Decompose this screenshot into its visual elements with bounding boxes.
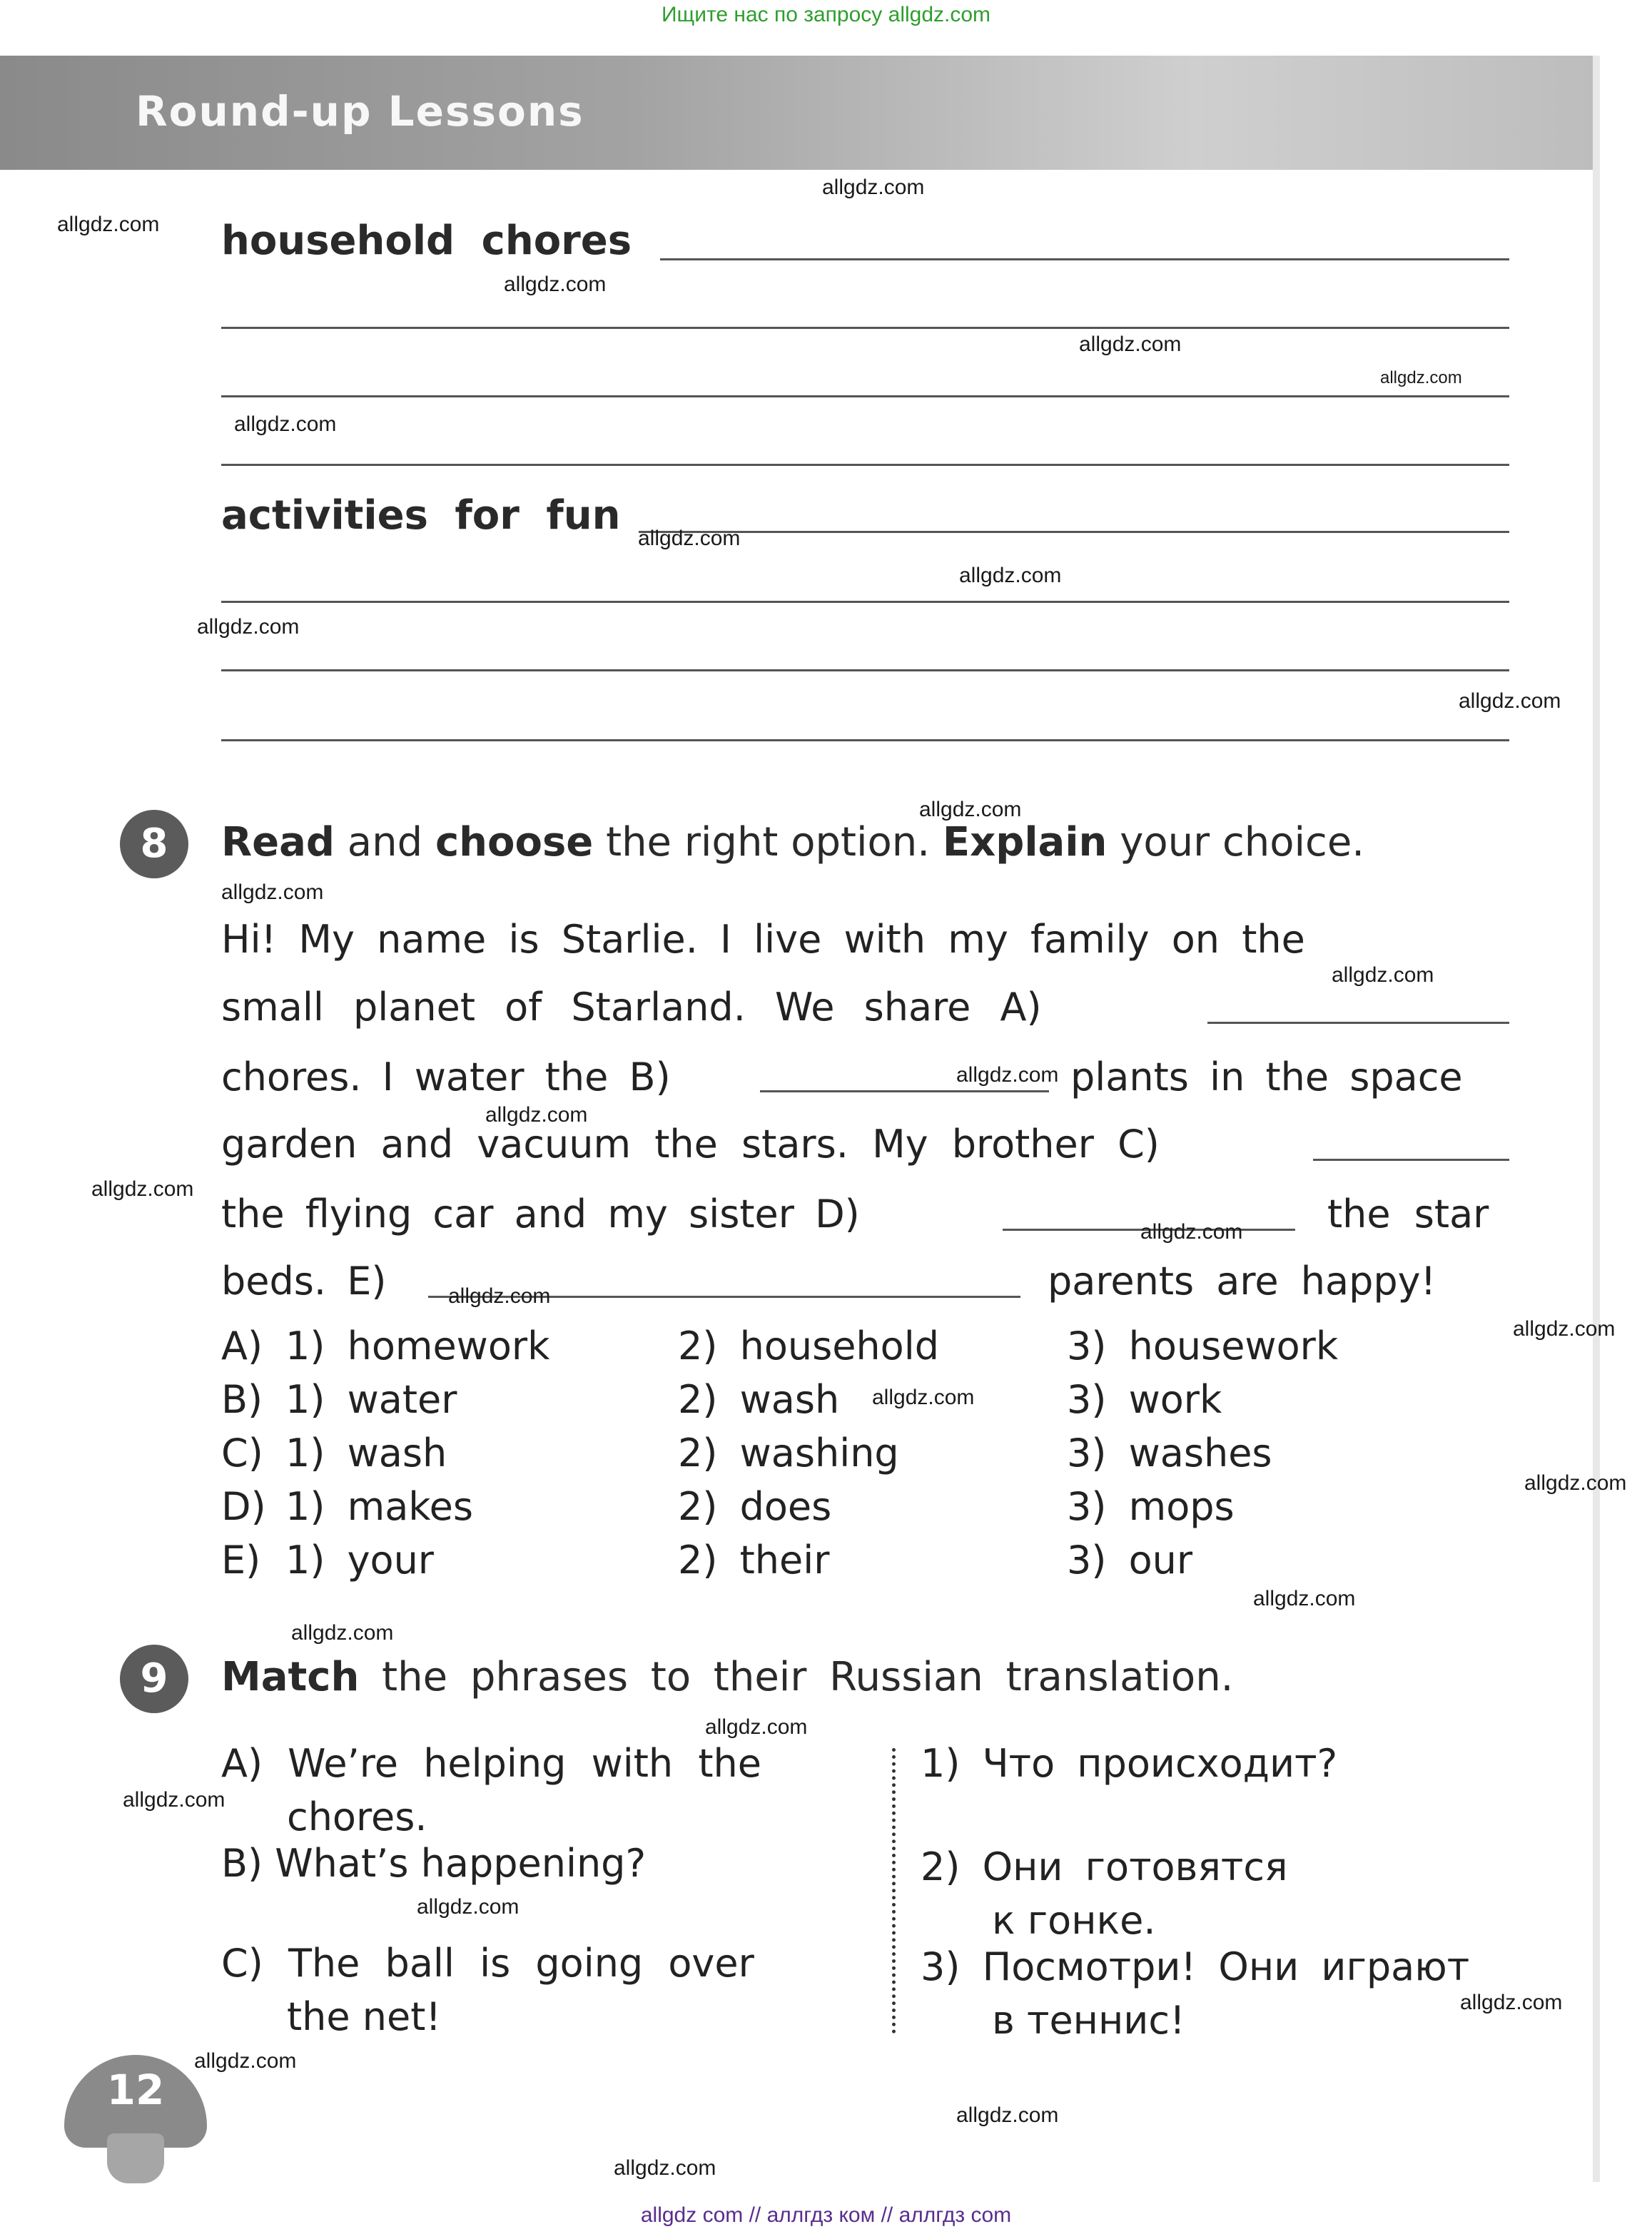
watermark: allgdz.com	[1524, 1471, 1627, 1495]
story-line: the flying car and my sister D)	[221, 1192, 860, 1237]
instruction-text: and	[347, 819, 423, 865]
instruction-verb: Read	[221, 819, 335, 865]
watermark: allgdz.com	[1513, 1317, 1616, 1341]
match-phrase-a: A) We’re helping with the	[221, 1741, 761, 1786]
answer-line[interactable]	[221, 327, 1509, 329]
page-edge	[1593, 56, 1600, 2182]
answer-line[interactable]	[221, 395, 1509, 397]
option-choice[interactable]: 3) work	[1067, 1377, 1222, 1422]
household-chores-label: household chores	[221, 218, 632, 264]
instruction-text: the right option.	[606, 819, 931, 865]
instruction-text: your choice.	[1120, 819, 1365, 865]
option-choice[interactable]: 1) your	[285, 1538, 435, 1583]
watermark: allgdz.com	[123, 1788, 225, 1812]
watermark: allgdz.com	[1253, 1587, 1356, 1610]
task-number-badge: 9	[120, 1645, 188, 1713]
answer-line[interactable]	[221, 739, 1509, 741]
watermark: allgdz.com	[959, 564, 1062, 587]
instruction-verb: Explain	[942, 819, 1108, 865]
story-line: parents are happy!	[1048, 1259, 1436, 1304]
answer-line[interactable]	[221, 601, 1509, 603]
option-choice[interactable]: 2) their	[678, 1538, 830, 1583]
answer-line[interactable]	[221, 464, 1509, 466]
footer-links: allgdz com // аллгдз ком // аллгдз com	[640, 2203, 1012, 2227]
option-choice[interactable]: 1) wash	[285, 1431, 447, 1476]
page-title: Round-up Lessons	[136, 87, 584, 136]
watermark: allgdz.com	[1460, 1991, 1563, 2014]
instruction-verb: choose	[435, 819, 594, 865]
option-choice[interactable]: 2) household	[678, 1324, 939, 1369]
option-choice[interactable]: 1) makes	[285, 1484, 473, 1529]
answer-line[interactable]	[639, 531, 1509, 533]
option-letter: A)	[221, 1324, 263, 1369]
mushroom-stem	[107, 2133, 164, 2183]
option-choice[interactable]: 2) wash	[678, 1377, 840, 1422]
story-text: chores. I water the B)	[221, 1055, 671, 1100]
watermark: allgdz.com	[956, 2103, 1059, 2127]
watermark: allgdz.com	[197, 615, 300, 639]
option-choice[interactable]: 3) our	[1067, 1538, 1193, 1583]
story-line: beds. E)	[221, 1259, 387, 1304]
option-choice[interactable]: 3) mops	[1067, 1484, 1235, 1529]
watermark: allgdz.com	[91, 1177, 194, 1201]
watermark: allgdz.com	[705, 1715, 808, 1739]
answer-line[interactable]	[221, 669, 1509, 671]
option-choice[interactable]: 3) washes	[1067, 1431, 1272, 1476]
translation-1: 1) Что происходит?	[921, 1741, 1338, 1786]
watermark: allgdz.com	[956, 1063, 1059, 1087]
watermark: allgdz.com	[919, 798, 1022, 821]
match-phrase-b: B) What’s happening?	[221, 1841, 647, 1886]
translation-2: 2) Они готовятся	[921, 1844, 1288, 1889]
translation-3: 3) Посмотри! Они играют	[921, 1944, 1470, 1989]
watermark: allgdz.com	[614, 2156, 716, 2180]
instruction-text: the phrases to their Russian translation.	[382, 1654, 1234, 1700]
match-phrase-c: C) The ball is going over	[221, 1941, 754, 1986]
watermark: allgdz.com	[417, 1895, 520, 1919]
match-phrase-a-cont: chores.	[287, 1794, 427, 1839]
search-hint-banner: Ищите нас по запросу allgdz.com	[661, 3, 991, 26]
task-number-badge: 8	[120, 810, 188, 878]
option-choice[interactable]: 1) homework	[285, 1324, 550, 1369]
blank-c[interactable]	[1313, 1159, 1509, 1161]
watermark: allgdz.com	[57, 213, 160, 236]
option-choice[interactable]: 2) does	[678, 1484, 832, 1529]
story-line: the star	[1327, 1192, 1489, 1237]
story-line: Hi! My name is Starlie. I live with my family on the	[221, 917, 1305, 962]
watermark: allgdz.com	[872, 1386, 975, 1409]
instruction-verb: Match	[221, 1654, 360, 1700]
divider	[892, 1748, 896, 2034]
blank-b[interactable]	[760, 1090, 1049, 1092]
watermark: allgdz.com	[1079, 332, 1182, 356]
watermark: allgdz.com	[1380, 368, 1462, 387]
page-number: 12	[106, 2066, 165, 2114]
blank-a[interactable]	[1207, 1022, 1509, 1024]
watermark: allgdz.com	[638, 527, 741, 550]
watermark: allgdz.com	[504, 273, 607, 296]
story-line: garden and vacuum the stars. My brother C)	[221, 1122, 1160, 1167]
option-choice[interactable]: 1) water	[285, 1377, 457, 1422]
watermark: allgdz.com	[291, 1621, 394, 1645]
option-letter: E)	[221, 1538, 261, 1583]
translation-2-cont: к гонке.	[992, 1898, 1156, 1943]
activities-for-fun-label: activities for fun	[221, 492, 621, 539]
watermark: allgdz.com	[1332, 963, 1434, 987]
option-choice[interactable]: 3) housework	[1067, 1324, 1339, 1369]
answer-line[interactable]	[660, 258, 1509, 260]
story-text: small planet of Starland. We share A)	[221, 985, 1042, 1030]
watermark: allgdz.com	[194, 2049, 297, 2073]
watermark: allgdz.com	[822, 176, 925, 199]
option-letter: D)	[221, 1484, 266, 1529]
option-letter: B)	[221, 1377, 263, 1422]
option-choice[interactable]: 2) washing	[678, 1431, 899, 1476]
option-letter: C)	[221, 1431, 263, 1476]
watermark: allgdz.com	[485, 1103, 588, 1127]
translation-3-cont: в теннис!	[992, 1998, 1185, 2043]
watermark: allgdz.com	[221, 880, 324, 904]
watermark: allgdz.com	[1459, 689, 1561, 713]
task9-instruction	[221, 1654, 1233, 1700]
watermark: allgdz.com	[234, 412, 337, 436]
watermark: allgdz.com	[1140, 1220, 1243, 1244]
match-phrase-c-cont: the net!	[287, 1994, 442, 2039]
story-line: plants in the space	[1070, 1055, 1463, 1100]
task8-instruction	[221, 819, 1364, 865]
watermark: allgdz.com	[448, 1284, 551, 1308]
